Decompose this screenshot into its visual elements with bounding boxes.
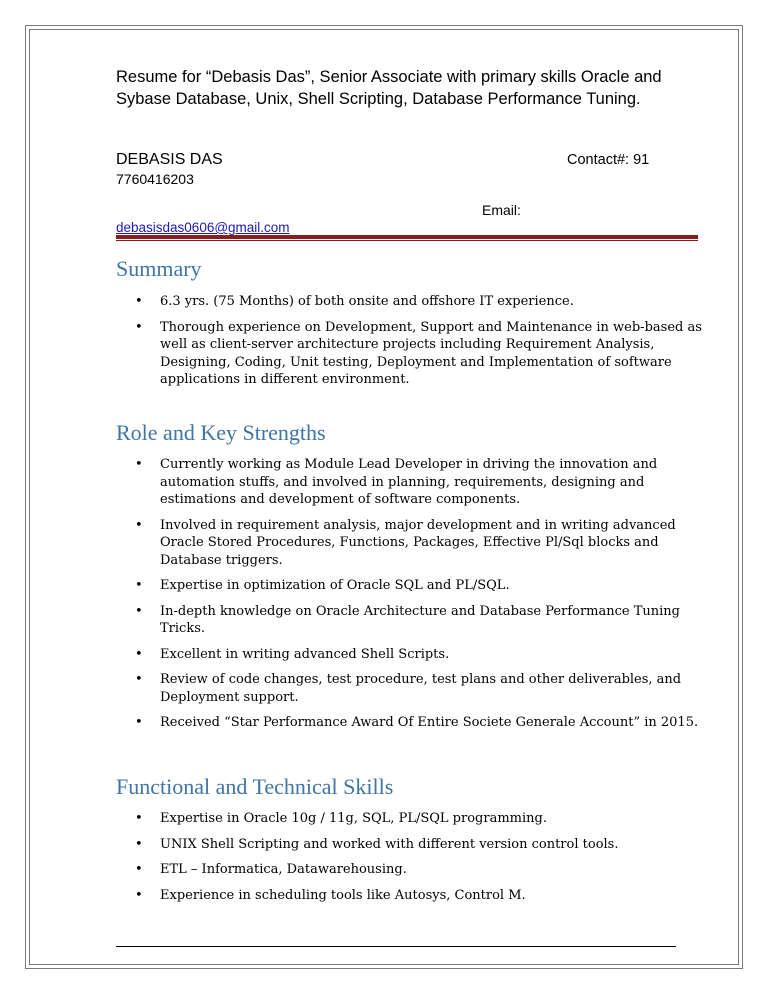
roles-list bbox=[116, 456, 702, 740]
candidate-name: DEBASIS DAS bbox=[116, 151, 223, 168]
role-item: • Received “Star Performance Award Of Entire Societe Generale Account” in 2015. bbox=[135, 715, 699, 730]
contact-number-label: Contact#: 91 bbox=[567, 152, 650, 168]
roles-heading: Role and Key Strengths bbox=[116, 420, 326, 445]
phone-number: 7760416203 bbox=[116, 171, 194, 187]
skill-item: • Expertise in Oracle 10g / 11g, SQL, PL/SQL programming. bbox=[135, 811, 547, 826]
bullet-icon: • bbox=[135, 578, 143, 593]
bullet-icon: • bbox=[135, 646, 143, 662]
header-divider bbox=[116, 235, 698, 239]
bullet-icon: • bbox=[135, 319, 143, 335]
resume-headline: Resume for “Debasis Das”, Senior Associate with primary skills Oracle and Sybase Database, Unix, Shell Scripting, Database Performance Tuning. bbox=[116, 68, 662, 108]
role-item: • Currently working as Module Lead Developer in driving the innovation and automation stuffs, and involved in planning, requirements, designing and estimations and development of software components. bbox=[135, 457, 658, 507]
summary-list bbox=[116, 293, 702, 397]
summary-heading: Summary bbox=[116, 256, 202, 281]
bullet-icon: • bbox=[135, 887, 143, 903]
bullet-icon: • bbox=[135, 811, 143, 826]
email-label: Email: bbox=[482, 202, 521, 218]
bullet-icon: • bbox=[135, 672, 143, 687]
bullet-icon: • bbox=[135, 294, 143, 309]
bullet-icon: • bbox=[135, 457, 143, 472]
role-item: • Review of code changes, test procedure, test plans and other deliverables, and Deployment support. bbox=[135, 672, 682, 705]
bullet-icon: • bbox=[135, 862, 143, 877]
skill-item: • ETL – Informatica, Datawarehousing. bbox=[135, 862, 407, 877]
skills-list bbox=[116, 810, 702, 912]
bullet-icon: • bbox=[135, 603, 143, 619]
skill-item: • UNIX Shell Scripting and worked with different version control tools. bbox=[135, 836, 619, 852]
role-item: • Excellent in writing advanced Shell Scripts. bbox=[135, 646, 450, 662]
summary-item: • Thorough experience on Development, Support and Maintenance in web-based as well as client-server architecture projects including Requirement Analysis, Designing, Coding, Unit testing, Deployment and Implementation of software applications in different environment. bbox=[135, 319, 702, 387]
header-divider-thin bbox=[116, 240, 698, 241]
skill-item: • Experience in scheduling tools like Autosys, Control M. bbox=[135, 887, 526, 903]
role-item: • In-depth knowledge on Oracle Architecture and Database Performance Tuning Tricks. bbox=[135, 603, 680, 636]
bullet-icon: • bbox=[135, 517, 143, 533]
footer-divider bbox=[116, 946, 676, 947]
resume-content bbox=[116, 66, 702, 903]
role-item: • Expertise in optimization of Oracle SQL and PL/SQL. bbox=[135, 578, 510, 593]
bullet-icon: • bbox=[135, 836, 143, 852]
bullet-icon: • bbox=[135, 715, 143, 730]
skills-heading: Functional and Technical Skills bbox=[116, 774, 394, 799]
email-link[interactable]: debasisdas0606@gmail.com bbox=[116, 220, 290, 235]
summary-item: • 6.3 yrs. (75 Months) of both onsite and offshore IT experience. bbox=[135, 294, 574, 309]
role-item: • Involved in requirement analysis, major development and in writing advanced Oracle Stored Procedures, Functions, Packages, Effective Pl/Sql blocks and Database triggers. bbox=[135, 517, 676, 568]
